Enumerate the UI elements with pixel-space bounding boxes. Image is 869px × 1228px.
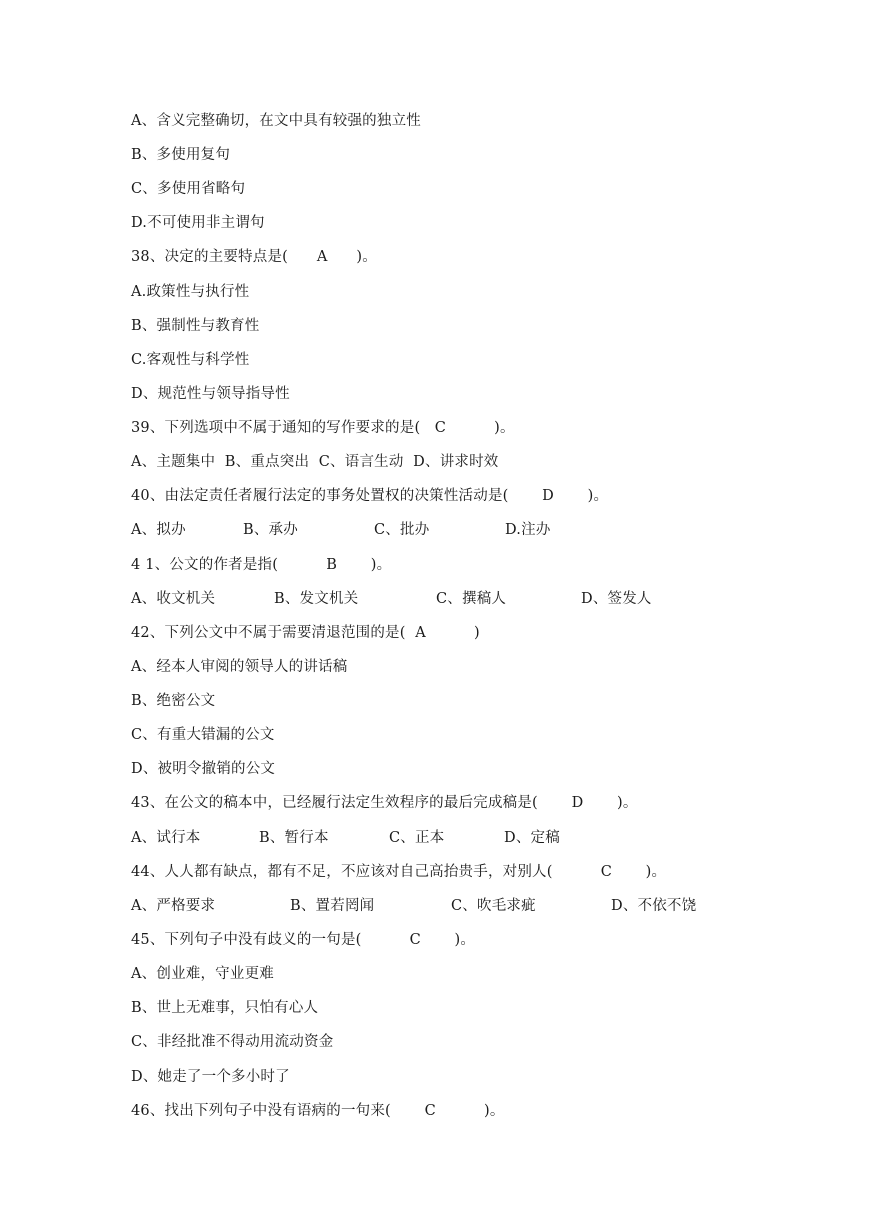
- option-b: B、承办: [243, 522, 298, 538]
- question-42: 42、下列公文中不属于需要清退范围的是( A ): [131, 625, 480, 641]
- question-43: 43、在公文的稿本中，已经履行法定生效程序的最后完成稿是( D )。: [131, 795, 638, 811]
- text-line: A.政策性与执行性: [131, 284, 250, 300]
- option-a: A、收文机关: [131, 591, 216, 607]
- question-39: 39、下列选项中不属于通知的写作要求的是( C )。: [131, 420, 515, 436]
- options-row: [131, 895, 697, 917]
- text-line: C、多使用省略句: [131, 181, 246, 197]
- options-row: [131, 588, 652, 610]
- options-row: [131, 519, 551, 541]
- text-line: B、强制性与教育性: [131, 318, 260, 334]
- option-c: C、撰稿人: [436, 591, 507, 607]
- option-b: B、置若罔闻: [290, 898, 375, 914]
- options-line: A、主题集中 B、重点突出 C、语言生动 D、讲求时效: [131, 454, 499, 470]
- text-line: C.客观性与科学性: [131, 352, 250, 368]
- question-40: 40、由法定责任者履行法定的事务处置权的决策性活动是( D )。: [131, 488, 609, 504]
- option-d: D、签发人: [581, 591, 652, 607]
- option-d: D、不依不饶: [611, 898, 697, 914]
- text-line: D、规范性与领导指导性: [131, 386, 290, 402]
- text-line: B、世上无难事，只怕有心人: [131, 1000, 319, 1016]
- text-line: B、多使用复句: [131, 147, 231, 163]
- text-line: A、经本人审阅的领导人的讲话稿: [131, 659, 348, 675]
- text-line: D、她走了一个多小时了: [131, 1069, 290, 1085]
- option-a: A、拟办: [131, 522, 186, 538]
- option-c: C、正本: [389, 830, 445, 846]
- question-41: 4 1、公文的作者是指( B )。: [131, 557, 392, 573]
- question-38: 38、决定的主要特点是( A )。: [131, 249, 377, 265]
- option-d: D.注办: [505, 522, 551, 538]
- question-45: 45、下列句子中没有歧义的一句是( C )。: [131, 932, 476, 948]
- text-line: B、绝密公文: [131, 693, 216, 709]
- question-46: 46、找出下列句子中没有语病的一句来( C )。: [131, 1103, 505, 1119]
- text-line: C、非经批准不得动用流动资金: [131, 1034, 334, 1050]
- options-row: [131, 827, 560, 849]
- text-line: C、有重大错漏的公文: [131, 727, 275, 743]
- option-c: C、批办: [374, 522, 430, 538]
- question-44: 44、人人都有缺点，都有不足，不应该对自己高抬贵手，对别人( C )。: [131, 864, 667, 880]
- text-line: D、被明令撤销的公文: [131, 761, 276, 777]
- option-b: B、暂行本: [259, 830, 329, 846]
- option-a: A、严格要求: [131, 898, 216, 914]
- text-line: A、创业难，守业更难: [131, 966, 274, 982]
- option-b: B、发文机关: [274, 591, 359, 607]
- text-line: A、含义完整确切，在文中具有较强的独立性: [131, 113, 421, 129]
- option-d: D、定稿: [504, 830, 560, 846]
- option-a: A、试行本: [131, 830, 201, 846]
- option-c: C、吹毛求疵: [451, 898, 536, 914]
- text-line: D.不可使用非主谓句: [131, 215, 265, 231]
